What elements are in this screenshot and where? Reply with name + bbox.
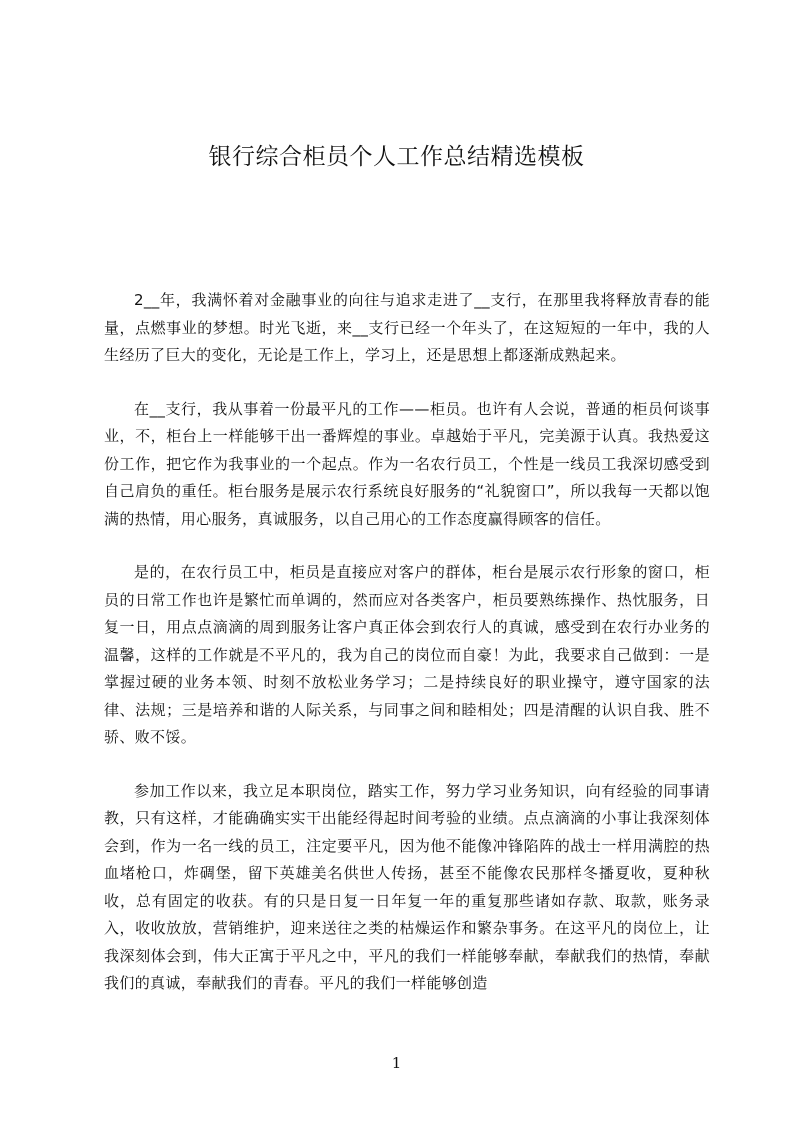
document-body bbox=[104, 287, 710, 1024]
paragraph-2: 在__支行，我从事着一份最平凡的工作——柜员。也许有人会说，普通的柜员何谈事业，不，柜台上一样能够干出一番辉煌的事业。卓越始于平凡，完美源于认真。我热爱这份工作，把它作为我事业的一个起点。作为一名农行员工，个性是一线员工我深切感受到自己肩负的重任。柜台服务是展示农行系统良好服务的“礼貌窗口”，所以我每一天都以饱满的热情，用心服务，真诚服务，以自己用心的工作态度赢得顾客的信任。 bbox=[104, 399, 710, 528]
document-title: 银行综合柜员个人工作总结精选模板 bbox=[208, 144, 585, 170]
paragraph-3: 是的，在农行员工中，柜员是直接应对客户的群体，柜台是展示农行形象的窗口，柜员的日常工作也许是繁忙而单调的，然而应对各类客户，柜员要熟练操作、热忱服务，日复一日，用点点滴滴的周到服务让客户真正体会到农行人的真诚，感受到在农行办业务的温馨，这样的工作就是不平凡的，我为自己的岗位而自豪！为此，我要求自己做到：一是掌握过硬的业务本领、时刻不放松业务学习；二是持续良好的职业操守，遵守国家的法律、法规；三是培养和谐的人际关系，与同事之间和睦相处；四是清醒的认识自我、胜不骄、败不馁。 bbox=[104, 563, 710, 746]
paragraph-1: 2__年，我满怀着对金融事业的向往与追求走进了__支行，在那里我将释放青春的能量，点燃事业的梦想。时光飞逝，来__支行已经一个年头了，在这短短的一年中，我的人生经历了巨大的变化，无论是工作上，学习上，还是思想上都逐渐成熟起来。 bbox=[104, 291, 710, 364]
paragraph-4: 参加工作以来，我立足本职岗位，踏实工作，努力学习业务知识，向有经验的同事请教，只有这样，才能确确实实干出能经得起时间考验的业绩。点点滴滴的小事让我深刻体会到，作为一名一线的员工，注定要平凡，因为他不能像冲锋陷阵的战士一样用满腔的热血堵枪口，炸碉堡，留下英雄美名供世人传扬，甚至不能像农民那样冬播夏收，夏种秋收，总有固定的收获。有的只是日复一日年复一年的重复那些诸如存款、取款，账务录入，收收放放，营销维护，迎来送往之类的枯燥运作和繁杂事务。在这平凡的岗位上，让我深刻体会到，伟大正寓于平凡之中，平凡的我们一样能够奉献，奉献我们的热情，奉献我们的真诚，奉献我们的青春。平凡的我们一样能够创造 bbox=[104, 781, 710, 992]
page-number: 1 bbox=[391, 1054, 402, 1072]
